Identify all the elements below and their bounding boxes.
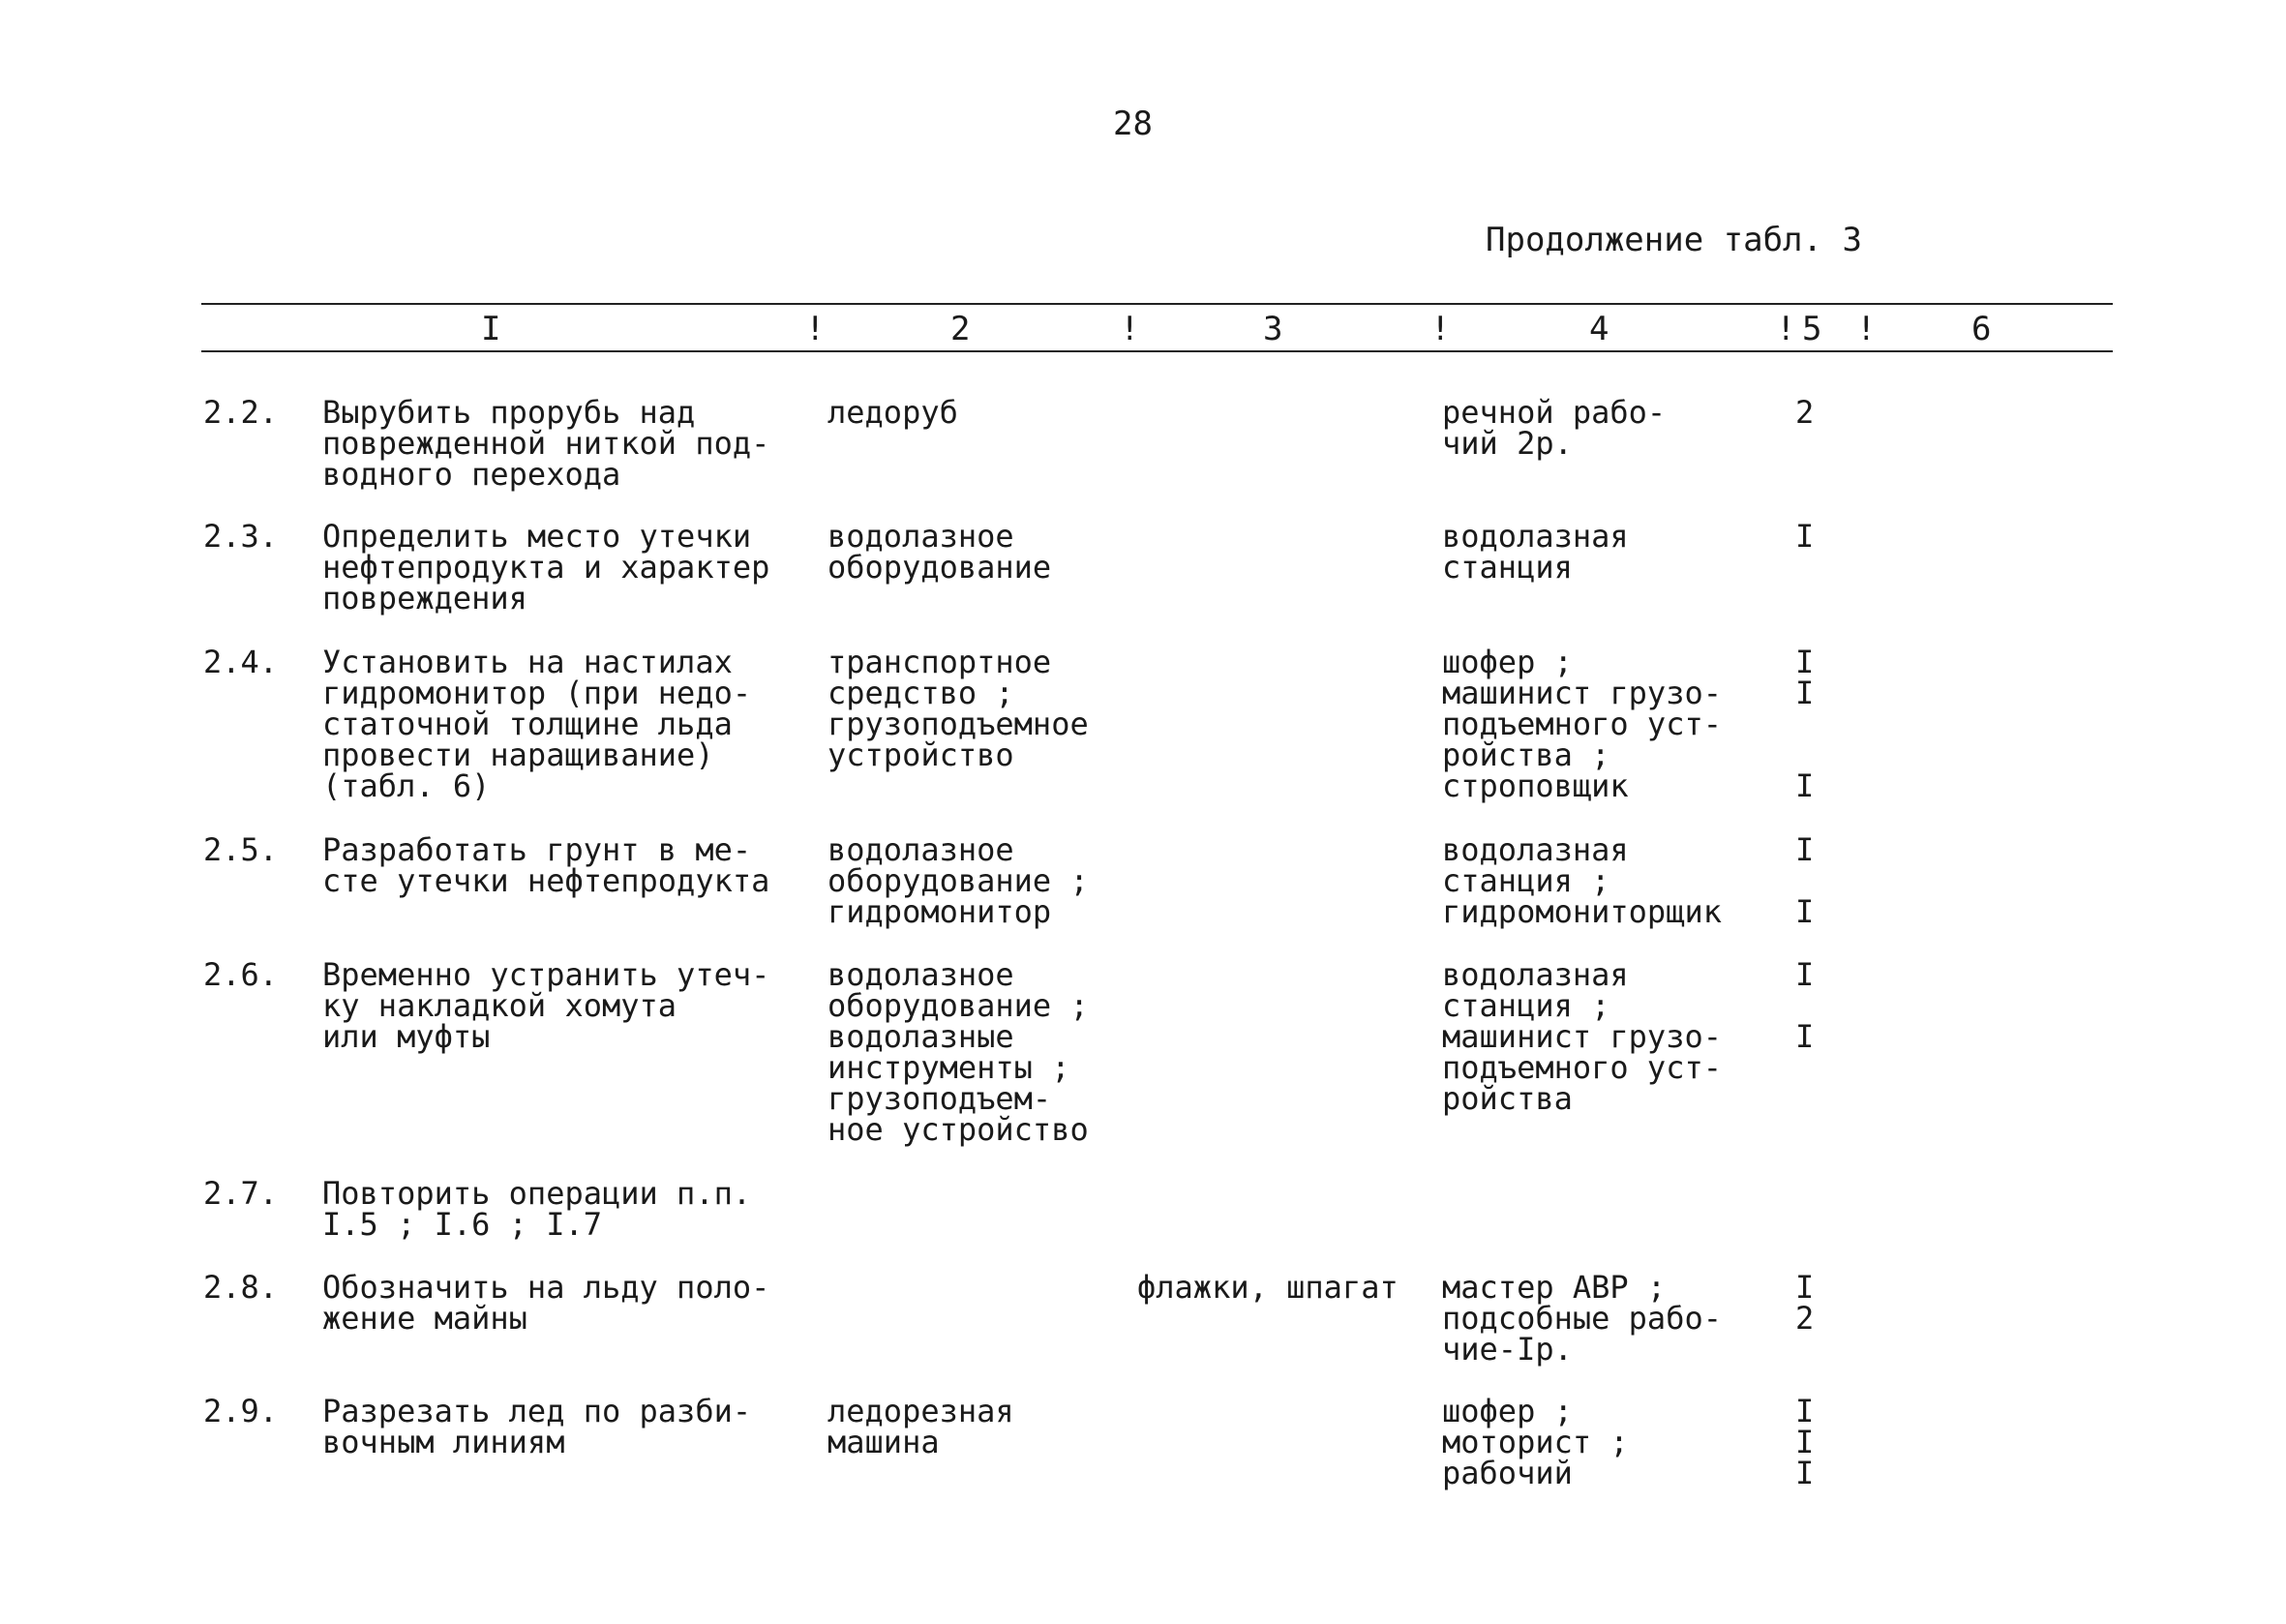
column-header-3: 3: [1263, 310, 1283, 348]
row-number: 2.4.: [203, 644, 279, 680]
row-number: 2.9.: [203, 1393, 279, 1429]
table-continuation-label: Продолжение табл. 3: [1486, 221, 1862, 259]
column-header-1: I: [481, 310, 501, 348]
quantity-text: 2: [1795, 394, 1815, 431]
column-separator: !: [1776, 310, 1796, 348]
column-header-2: 2: [950, 310, 971, 348]
performers-text: речной рабо- чий 2р.: [1442, 394, 1667, 462]
operation-text: Разрезать лед по разби- вочным линиям: [322, 1393, 752, 1460]
row-number: 2.6.: [203, 956, 279, 993]
equipment-text: водолазное оборудование ; водолазные инструменты ; грузоподъем- ное устройство: [827, 956, 1089, 1148]
column-separator: !: [1430, 310, 1451, 348]
performers-text: шофер ; машинист грузо- подъемного уст- ройства ; строповщик: [1442, 644, 1722, 804]
page-number: 28: [1113, 105, 1153, 143]
column-separator: !: [805, 310, 826, 348]
quantity-text: I I: [1795, 831, 1815, 930]
operation-text: Обозначить на льду поло- жение майны: [322, 1269, 770, 1337]
quantity-text: I I I: [1795, 1393, 1815, 1491]
operation-text: Повторить операции п.п. I.5 ; I.6 ; I.7: [322, 1175, 752, 1243]
row-number: 2.8.: [203, 1269, 279, 1306]
materials-text: флажки, шпагат: [1137, 1269, 1399, 1306]
table-header-rule: [201, 350, 2113, 352]
equipment-text: водолазное оборудование: [827, 518, 1052, 586]
quantity-text: I I: [1795, 956, 1815, 1055]
operation-text: Определить место утечки нефтепродукта и характер повреждения: [322, 518, 770, 617]
operation-text: Установить на настилах гидромонитор (при недо- статочной толщине льда провести наращивание) (табл. 6): [322, 644, 752, 804]
quantity-text: I: [1795, 518, 1815, 555]
equipment-text: водолазное оборудование ; гидромонитор: [827, 831, 1089, 930]
equipment-text: ледорезная машина: [827, 1393, 1014, 1460]
row-number: 2.7.: [203, 1175, 279, 1212]
equipment-text: ледоруб: [827, 394, 958, 431]
row-number: 2.2.: [203, 394, 279, 431]
column-separator: !: [1120, 310, 1140, 348]
performers-text: водолазная станция ; машинист грузо- подъемного уст- ройства: [1442, 956, 1722, 1117]
equipment-text: транспортное средство ; грузоподъемное устройство: [827, 644, 1089, 773]
row-number: 2.3.: [203, 518, 279, 555]
column-header-5: 5: [1802, 310, 1822, 348]
performers-text: шофер ; моторист ; рабочий: [1442, 1393, 1629, 1491]
performers-text: водолазная станция: [1442, 518, 1629, 586]
operation-text: Вырубить прорубь над поврежденной ниткой под- водного перехода: [322, 394, 770, 493]
performers-text: водолазная станция ; гидромониторщик: [1442, 831, 1722, 930]
operation-text: Временно устранить утеч- ку накладкой хомута или муфты: [322, 956, 770, 1055]
performers-text: мастер АВР ; подсобные рабо- чие-Iр.: [1442, 1269, 1722, 1368]
quantity-text: I I I: [1795, 644, 1815, 804]
quantity-text: I 2: [1795, 1269, 1815, 1337]
operation-text: Разработать грунт в ме- сте утечки нефтепродукта: [322, 831, 770, 899]
column-header-6: 6: [1971, 310, 1992, 348]
row-number: 2.5.: [203, 831, 279, 868]
table-top-rule: [201, 303, 2113, 305]
column-header-4: 4: [1589, 310, 1609, 348]
column-separator: !: [1856, 310, 1877, 348]
